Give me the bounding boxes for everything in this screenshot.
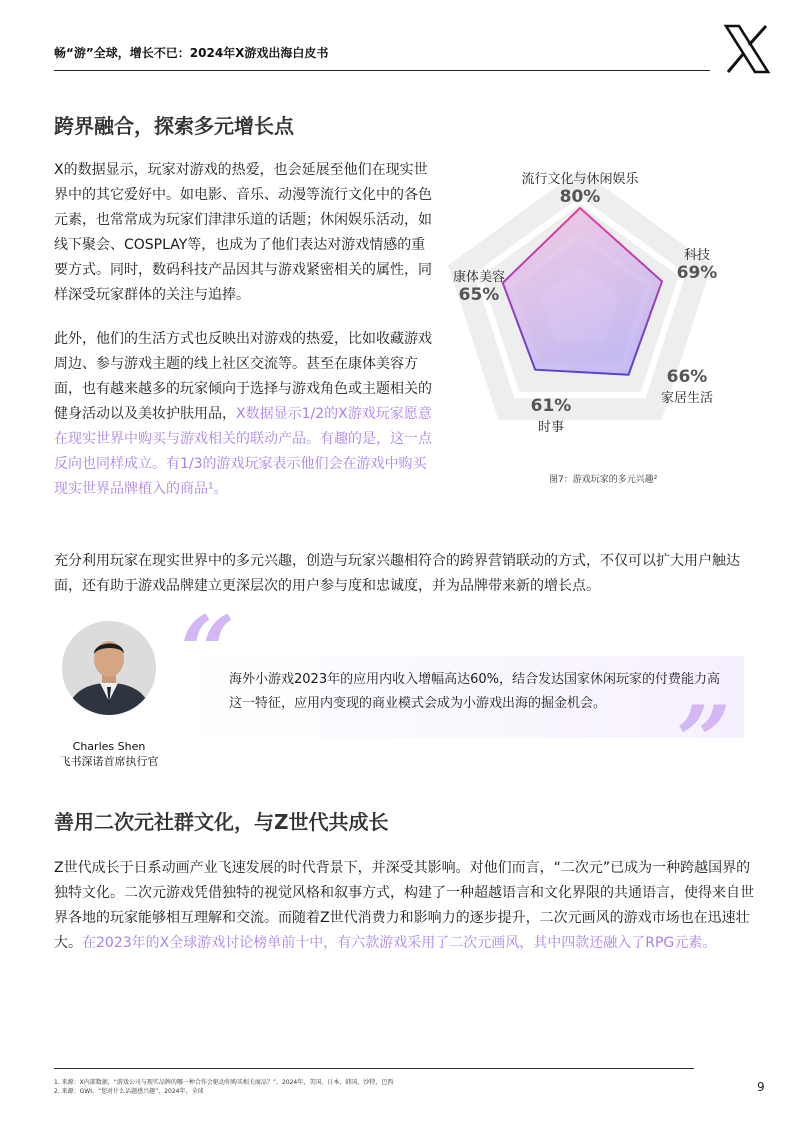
radar-category-label: 流行文化与休闲娱乐	[521, 172, 639, 187]
person-title: 飞书深诺首席执行官	[59, 755, 159, 768]
radar-category-label: 家居生活	[660, 391, 713, 406]
paragraph-lifestyle-highlight: X数据显示1/2的X游戏玩家愿意在现实世界中购买与游戏相关的联动产品。有趣的是，这一点反向也同样成立。有1/3的游戏玩家表示他们会在游戏中购买现实世界品牌植入的商品¹。	[54, 406, 432, 497]
avatar	[62, 621, 156, 715]
paragraph-lifestyle	[54, 327, 434, 502]
radar-category-label: 时事	[537, 420, 564, 435]
paragraph-gen-z-highlight: 在2023年的X全球游戏讨论榜单前十中，有六款游戏采用了二次元画风，其中四款还融入了RPG元素。	[82, 935, 717, 951]
radar-value-label: 69%	[676, 263, 718, 283]
radar-value-label: 66%	[666, 367, 708, 387]
person-name: Charles Shen	[72, 740, 146, 753]
quote-text: 海外小游戏2023年的应用内收入增幅高达60%，结合发达国家休闲玩家的付费能力高这一特征，应用内变现的商业模式会成为小游戏出海的掘金机会。	[229, 672, 720, 711]
paragraph-lifestyle-text: 此外，他们的生活方式也反映出对游戏的热爱，比如收藏游戏周边、参与游戏主题的线上社区交流等。甚至在康体美容方面，也有越来越多的玩家倾向于选择与游戏角色或主题相关的健身活动以及美妆护肤用品，	[54, 331, 432, 422]
section-title-crossover: 跨界融合，探索多元增长点	[54, 114, 294, 138]
radar-category-label: 科技	[683, 248, 710, 263]
page-number: 9	[757, 1080, 765, 1094]
paragraph-interests: X的数据显示，玩家对游戏的热爱，也会延展至他们在现实世界中的其它爱好中。如电影、音乐、动漫等流行文化中的各色元素，也常常成为玩家们津津乐道的话题；休闲娱乐活动，如线下聚会、COSPLAY等，也成为了他们表达对游戏情感的重要方式。同时，数码科技产品因其与游戏紧密相关的属性，同样深受玩家群体的关注与追捧。	[54, 162, 432, 303]
radar-label-beauty	[446, 266, 512, 305]
open-quote-mark: “	[180, 595, 236, 708]
footnote-1: 1. 来源：X内部数据，“游戏公司与现实品牌的哪一种合作会驱动你购买相关商品？”，2024年，美国，日本，韩国，沙特，巴西	[54, 1079, 394, 1086]
radar-category-label: 康体美容	[452, 270, 505, 285]
paragraph-cross-marketing: 充分利用玩家在现实世界中的多元兴趣，创造与玩家兴趣相符合的跨界营销联动的方式，不仅可以扩大用户触达面，还有助于游戏品牌建立更深层次的用户参与度和忠诚度，并为品牌带来新的增长点。	[54, 553, 740, 594]
person-photo-icon	[62, 621, 156, 715]
radar-label-home	[654, 367, 720, 406]
radar-value-label: 80%	[559, 187, 601, 207]
paragraph-gen-z-text: Z世代成长于日系动画产业飞速发展的时代背景下，并深受其影响。对他们而言，“二次元”已成为一种跨越国界的独特文化。二次元游戏凭借独特的视觉风格和叙事方式，构建了一种超越语言和文化界限的共通语言，使得来自世界各地的玩家能够相互理解和交流。而随着Z世代消费力和影响力的逐步提升，二次元画风的游戏市场也在迅速壮大。	[54, 860, 754, 951]
x-logo-icon	[722, 24, 772, 74]
radar-value-label: 61%	[530, 396, 572, 416]
figure-caption: 图7：游戏玩家的多元兴趣²	[549, 475, 658, 485]
paragraph-gen-z	[54, 856, 754, 956]
footnote-2: 2. 来源：GWI，“您对什么话题感兴趣”，2024年，全球	[54, 1088, 204, 1095]
radar-label-pop-culture	[480, 168, 680, 207]
radar-value-label: 65%	[458, 285, 500, 305]
radar-label-tech	[668, 244, 726, 283]
footnote-divider	[54, 1068, 694, 1069]
close-quote-mark: ”	[676, 685, 732, 798]
radar-chart	[440, 160, 740, 460]
document-header-title: 畅“游”全球，增长不已：2024年X游戏出海白皮书	[54, 46, 329, 60]
header-divider	[54, 70, 710, 71]
radar-label-news	[526, 396, 576, 435]
section-title-anime: 善用二次元社群文化，与Z世代共成长	[54, 810, 389, 834]
